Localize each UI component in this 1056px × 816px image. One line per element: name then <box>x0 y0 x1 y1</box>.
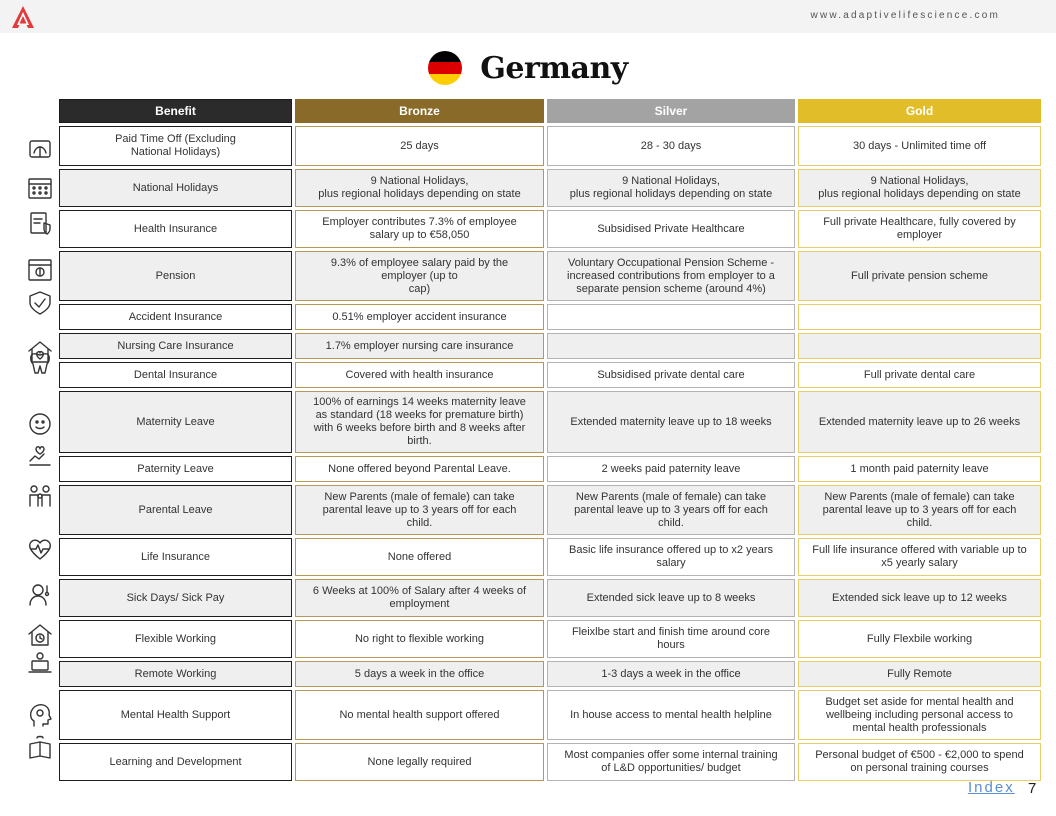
page-title: Germany <box>480 50 628 86</box>
table-body <box>59 126 1041 781</box>
table-row <box>59 362 1041 388</box>
cell-silver: 1-3 days a week in the office <box>547 661 795 687</box>
cell-benefit: Pension <box>59 251 292 301</box>
house-clock-icon <box>26 621 54 649</box>
table-row <box>59 333 1041 359</box>
table-row <box>59 456 1041 482</box>
cell-benefit: Learning and Development <box>59 743 292 781</box>
cell-gold: Extended maternity leave up to 26 weeks <box>798 391 1041 453</box>
cell-bronze: 0.51% employer accident insurance <box>295 304 544 330</box>
cell-benefit: Dental Insurance <box>59 362 292 388</box>
cell-benefit: Maternity Leave <box>59 391 292 453</box>
cell-silver: Voluntary Occupational Pension Scheme - increased contributions from employer to a separate pension scheme (around 4%) <box>547 251 795 301</box>
index-link[interactable]: Index <box>968 779 1015 796</box>
cell-bronze: 5 days a week in the office <box>295 661 544 687</box>
cell-silver: 28 - 30 days <box>547 126 795 166</box>
cell-bronze: Covered with health insurance <box>295 362 544 388</box>
cell-benefit: Flexible Working <box>59 620 292 658</box>
cell-silver: New Parents (male of female) can take parental leave up to 3 years off for each child. <box>547 485 795 535</box>
cell-benefit: Life Insurance <box>59 538 292 576</box>
calendar-grid-icon <box>26 174 54 202</box>
cell-gold: Extended sick leave up to 12 weeks <box>798 579 1041 617</box>
cell-bronze: No mental health support offered <box>295 690 544 740</box>
cell-gold: Full life insurance offered with variable up to x5 yearly salary <box>798 538 1041 576</box>
column-header-silver: Silver <box>547 99 795 123</box>
table-row <box>59 661 1041 687</box>
cell-gold: New Parents (male of female) can take parental leave up to 3 years off for each child. <box>798 485 1041 535</box>
cell-benefit: Accident Insurance <box>59 304 292 330</box>
baby-icon <box>26 410 54 438</box>
cell-benefit: Health Insurance <box>59 210 292 248</box>
cell-bronze: 1.7% employer nursing care insurance <box>295 333 544 359</box>
site-url: www.adaptivelifescience.com <box>810 10 1000 21</box>
cell-gold: Personal budget of €500 - €2,000 to spend on personal training courses <box>798 743 1041 781</box>
cell-bronze: None legally required <box>295 743 544 781</box>
table-row <box>59 126 1041 166</box>
cell-silver: Fleixlbe start and finish time around core hours <box>547 620 795 658</box>
cell-silver: Subsidised Private Healthcare <box>547 210 795 248</box>
cell-gold: Full private Healthcare, fully covered by employer <box>798 210 1041 248</box>
cell-bronze: 6 Weeks at 100% of Salary after 4 weeks of employment <box>295 579 544 617</box>
cell-silver: In house access to mental health helpline <box>547 690 795 740</box>
cell-benefit: Sick Days/ Sick Pay <box>59 579 292 617</box>
cell-silver: Extended sick leave up to 8 weeks <box>547 579 795 617</box>
cell-bronze: 100% of earnings 14 weeks maternity leave as standard (18 weeks for premature birth) with 6 weeks before birth and 8 weeks after birth. <box>295 391 544 453</box>
table-row <box>59 485 1041 535</box>
cell-benefit: Paid Time Off (Excluding National Holidays) <box>59 126 292 166</box>
title-area <box>0 44 1056 92</box>
cell-gold <box>798 304 1041 330</box>
clipboard-shield-icon <box>26 209 54 237</box>
table-row <box>59 251 1041 301</box>
table-row <box>59 169 1041 207</box>
tooth-icon <box>26 349 54 377</box>
table-row <box>59 579 1041 617</box>
table-row <box>59 538 1041 576</box>
cell-benefit: Parental Leave <box>59 485 292 535</box>
cell-bronze: Employer contributes 7.3% of employee salary up to €58,050 <box>295 210 544 248</box>
cell-silver <box>547 333 795 359</box>
cell-gold: 1 month paid paternity leave <box>798 456 1041 482</box>
table-row <box>59 210 1041 248</box>
cell-gold: Budget set aside for mental health and wellbeing including personal access to mental health professionals <box>798 690 1041 740</box>
hands-care-icon <box>26 441 54 469</box>
cell-gold <box>798 333 1041 359</box>
cell-silver: Subsidised private dental care <box>547 362 795 388</box>
cell-bronze: New Parents (male of female) can take parental leave up to 3 years off for each child. <box>295 485 544 535</box>
table-row <box>59 690 1041 740</box>
cell-bronze: 9 National Holidays, plus regional holidays depending on state <box>295 169 544 207</box>
head-gear-icon <box>26 701 54 729</box>
table-row <box>59 391 1041 453</box>
cell-silver: Extended maternity leave up to 18 weeks <box>547 391 795 453</box>
shield-check-icon <box>26 289 54 317</box>
cell-silver <box>547 304 795 330</box>
cell-gold: 9 National Holidays, plus regional holidays depending on state <box>798 169 1041 207</box>
table-row <box>59 304 1041 330</box>
lightbulb-book-icon <box>26 734 54 762</box>
cell-silver: 9 National Holidays, plus regional holidays depending on state <box>547 169 795 207</box>
cell-bronze: No right to flexible working <box>295 620 544 658</box>
cell-bronze: None offered <box>295 538 544 576</box>
company-logo-icon <box>10 4 36 30</box>
table-row <box>59 620 1041 658</box>
cell-benefit: Mental Health Support <box>59 690 292 740</box>
column-header-benefit: Benefit <box>59 99 292 123</box>
family-icon <box>26 482 54 510</box>
cell-silver: Most companies offer some internal training of L&D opportunities/ budget <box>547 743 795 781</box>
benefits-table <box>56 96 1044 784</box>
sick-person-icon <box>26 580 54 608</box>
column-header-bronze: Bronze <box>295 99 544 123</box>
cell-benefit: National Holidays <box>59 169 292 207</box>
heart-pulse-icon <box>26 535 54 563</box>
cell-gold: 30 days - Unlimited time off <box>798 126 1041 166</box>
cell-gold: Full private dental care <box>798 362 1041 388</box>
cell-benefit: Nursing Care Insurance <box>59 333 292 359</box>
table-header-row <box>59 99 1041 123</box>
cell-silver: Basic life insurance offered up to x2 years salary <box>547 538 795 576</box>
cell-gold: Fully Flexbile working <box>798 620 1041 658</box>
top-bar <box>0 0 1056 33</box>
cell-bronze: 9.3% of employee salary paid by the employer (up to cap) <box>295 251 544 301</box>
table-row <box>59 743 1041 781</box>
cell-bronze: None offered beyond Parental Leave. <box>295 456 544 482</box>
germany-flag-icon <box>428 51 462 85</box>
page-number: 7 <box>1028 780 1037 797</box>
piggy-calendar-icon <box>26 256 54 284</box>
beach-umbrella-icon <box>26 135 54 163</box>
cell-benefit: Remote Working <box>59 661 292 687</box>
laptop-person-icon <box>26 648 54 676</box>
column-header-gold: Gold <box>798 99 1041 123</box>
cell-silver: 2 weeks paid paternity leave <box>547 456 795 482</box>
cell-gold: Full private pension scheme <box>798 251 1041 301</box>
cell-benefit: Paternity Leave <box>59 456 292 482</box>
cell-gold: Fully Remote <box>798 661 1041 687</box>
cell-bronze: 25 days <box>295 126 544 166</box>
